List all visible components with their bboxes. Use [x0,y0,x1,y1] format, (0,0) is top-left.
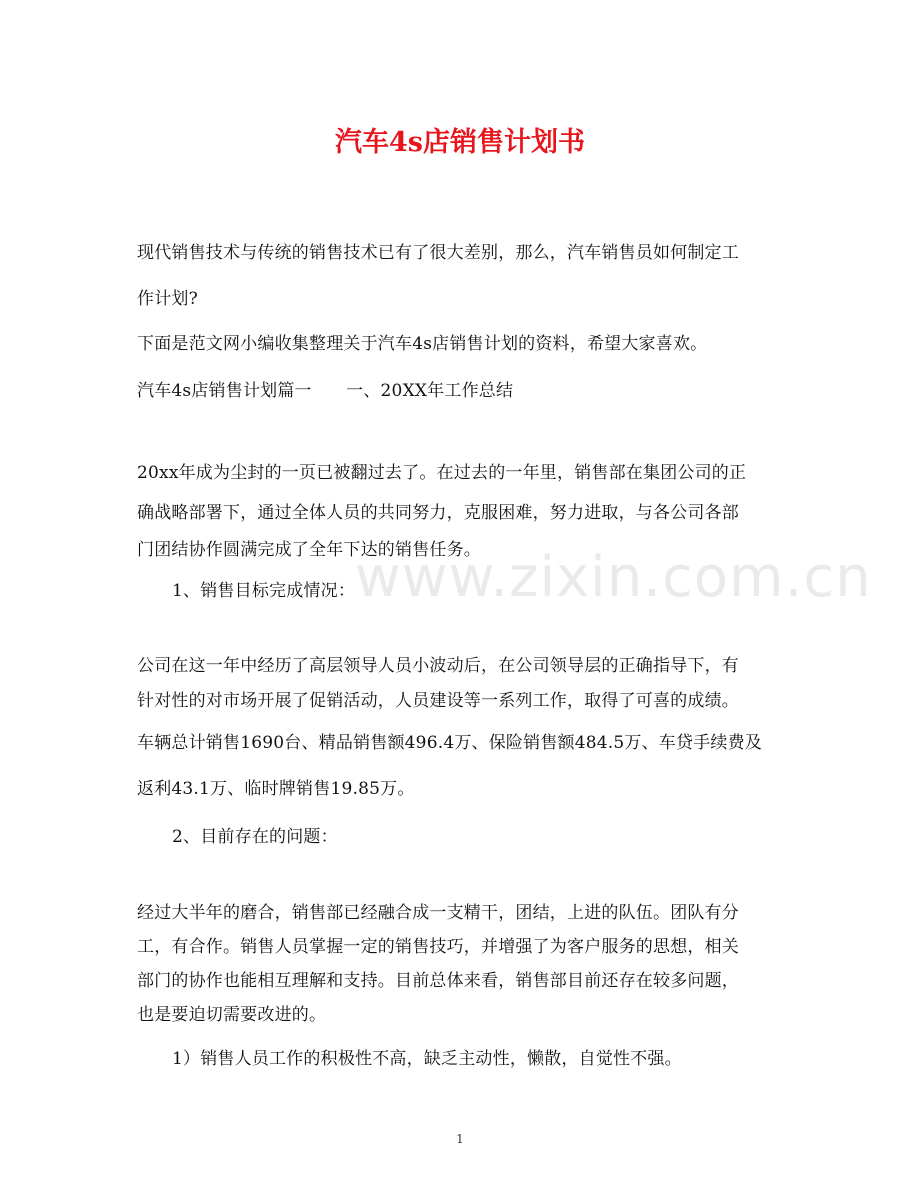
text-line-14: 经过大半年的磨合，销售部已经融合成一支精干，团结，上进的队伍。团队有分 [137,903,739,923]
text-line-10: 针对性的对市场开展了促销活动，人员建设等一系列工作，取得了可喜的成绩。 [137,691,739,711]
text-line-11: 车辆总计销售1690台、精品销售额496.4万、保险销售额484.5万、车贷手续费及 [137,733,762,753]
text-line-15: 工，有合作。销售人员掌握一定的销售技巧，并增强了为客户服务的思想，相关 [137,937,739,957]
text-line-1: 现代销售技术与传统的销售技术已有了很大差别，那么，汽车销售员如何制定工 [137,243,739,263]
text-line-3: 下面是范文网小编收集整理关于汽车4s店销售计划的资料，希望大家喜欢。 [137,334,708,354]
text-line-17: 也是要迫切需要改进的。 [137,1005,327,1025]
text-line-16: 部门的协作也能相互理解和支持。目前总体来看，销售部目前还存在较多问题， [137,971,739,991]
text-line-4: 汽车4s店销售计划篇一 一、20XX年工作总结 [137,381,514,401]
document-title: 汽车4s店销售计划书 [335,127,585,158]
text-line-7: 门团结协作圆满完成了全年下达的销售任务。 [137,540,481,560]
text-line-5: 20xx年成为尘封的一页已被翻过去了。在过去的一年里，销售部在集团公司的正 [137,463,747,483]
text-line-9: 公司在这一年中经历了高层领导人员小波动后，在公司领导层的正确指导下，有 [137,656,739,676]
section-heading-2: 2、目前存在的问题： [172,827,338,847]
list-item-1: 1）销售人员工作的积极性不高，缺乏主动性，懒散，自觉性不强。 [172,1049,682,1069]
page-number: 1 [456,1132,464,1146]
text-line-6: 确战略部署下，通过全体人员的共同努力，克服困难，努力进取，与各公司各部 [137,503,739,523]
watermark: www.zixin.com.cn [355,545,872,610]
section-heading-1: 1、销售目标完成情况： [172,581,356,601]
text-line-12: 返利43.1万、临时牌销售19.85万。 [137,779,415,799]
text-line-2: 作计划? [137,289,198,309]
